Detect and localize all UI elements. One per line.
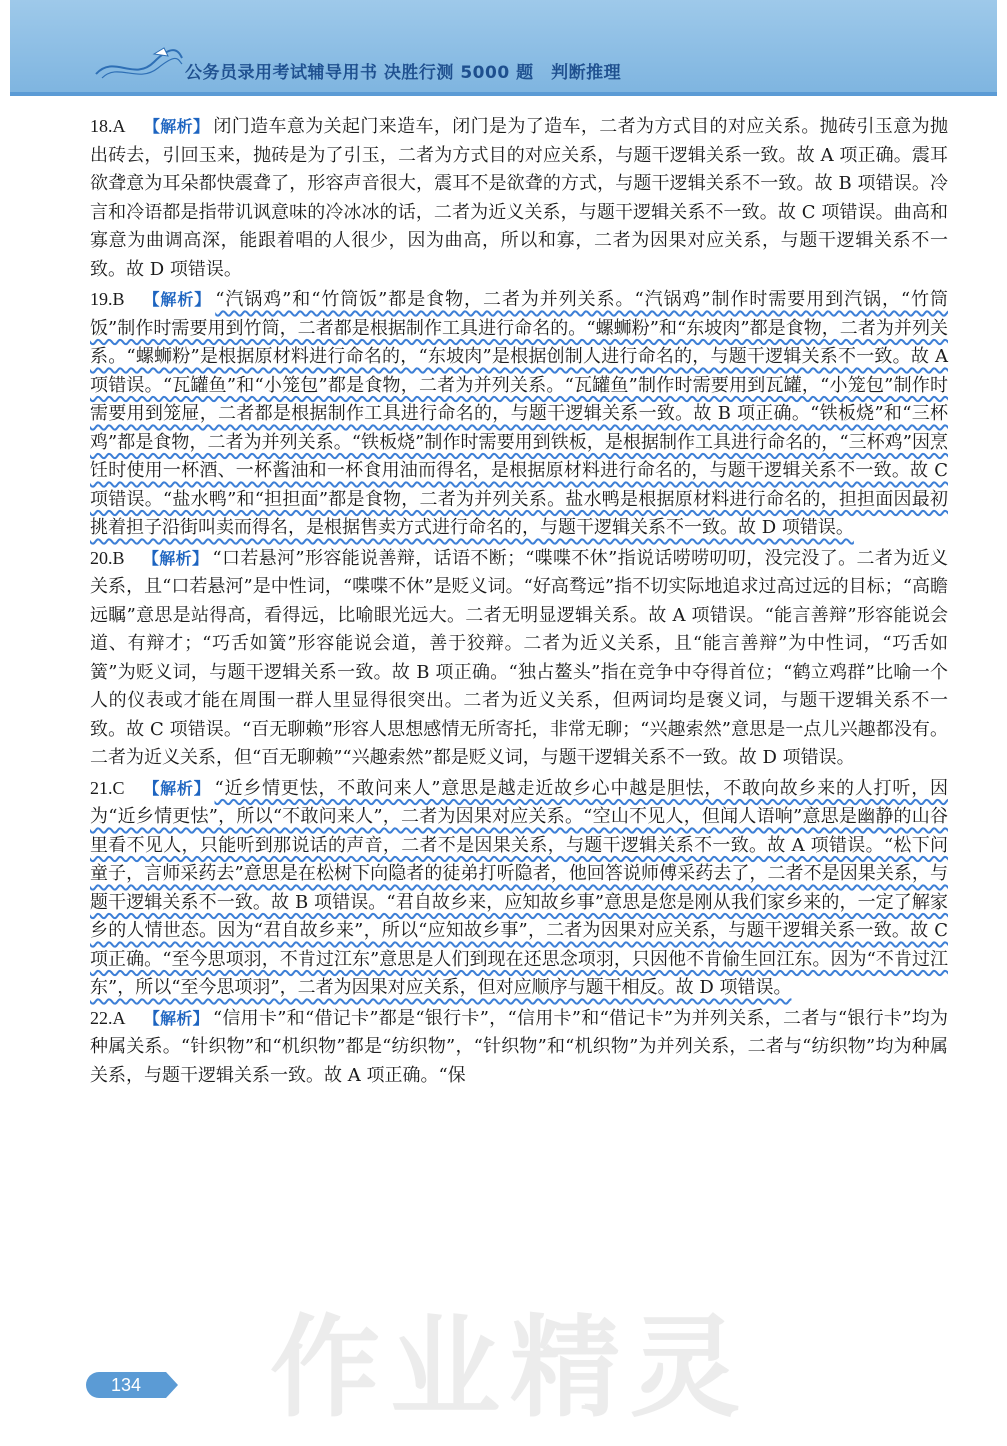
analysis-tag: 【解析】	[142, 290, 212, 309]
explanation-text: 闭门造车意为关起门来造车，闭门是为了造车，二者为方式目的对应关系。抛砖引玉意为抛出砖去，引回玉来，抛砖是为了引玉，二者为方式目的对应关系，与题干逻辑关系一致。故 A 项正确。震耳欲聋意为耳朵都快震聋了，形容声音很大，震耳不是欲聋的方式，与题干逻辑关系不一致。故 B 项错误。冷言和冷语都是指带讥讽意味的冷冰冰的话，二者为近义关系，与题干逻辑关系不一致。故 C 项错误。曲高和寡意为曲调高深，能跟着唱的人很少，因为曲高，所以和寡，二者为因果对应关系，与题干逻辑关系不一致。故 D 项错误。	[90, 116, 948, 280]
explanation-text: “汽锅鸡”和“竹筒饭”都是食物，二者为并列关系。“汽锅鸡”制作时需要用到汽锅，“竹筒饭”制作时需要用到竹筒，二者都是根据制作工具进行命名的。“螺蛳粉”和“东坡肉”都是食物，二者为并列关系。“螺蛳粉”是根据原材料进行命名的，“东坡肉”是根据创制人进行命名的，与题干逻辑关系不一致。故 A 项错误。“瓦罐鱼”和“小笼包”都是食物，二者为并列关系。“瓦罐鱼”制作时需要用到瓦罐，“小笼包”制作时需要用到笼屉，二者都是根据制作工具进行命名的，与题干逻辑关系一致。故 B 项正确。“铁板烧”和“三杯鸡”都是食物，二者为并列关系。“铁板烧”制作时需要用到铁板，是根据制作工具进行命名的，“三杯鸡”因烹饪时使用一杯酒、一杯酱油和一杯食用油而得名，是根据原材料进行命名的，与题干逻辑关系不一致。故 C 项错误。“盐水鸭”和“担担面”都是食物，二者为并列关系。盐水鸭是根据原材料进行命名的，担担面因最初挑着担子沿街叫卖而得名，是根据售卖方式进行命名的，与题干逻辑关系不一致。故 D 项错误。	[90, 289, 948, 538]
question-number: 20.B	[90, 547, 125, 568]
page-header	[10, 0, 997, 96]
analysis-tag: 【解析】	[142, 778, 211, 798]
explanation-text: “口若悬河”形容能说善辩，话语不断；“喋喋不休”指说话唠唠叨叨，没完没了。二者为近义关系，且“口若悬河”是中性词，“喋喋不休”是贬义词。“好高骛远”指不切实际地追求过高过远的目标；“高瞻远瞩”意思是站得高，看得远，比喻眼光远大。二者无明显逻辑关系。故 A 项错误。“能言善辩”形容能说会道、有辩才；“巧舌如簧”形容能说会道，善于狡辩。二者为近义关系，且“能言善辩”为中性词，“巧舌如簧”为贬义词，与题干逻辑关系一致。故 B 项正确。“独占鳌头”指在竞争中夺得首位；“鹤立鸡群”比喻一个人的仪表或才能在周围一群人里显得很突出。二者为近义关系，但两词均是褒义词，与题干逻辑关系不一致。故 C 项错误。“百无聊赖”形容人思想感情无所寄托，非常无聊；“兴趣索然”意思是一点儿兴趣都没有。二者为近义关系，但“百无聊赖”“兴趣索然”都是贬义词，与题干逻辑关系不一致。故 D 项错误。	[90, 547, 948, 768]
book-title: 公务员录用考试辅导用书 决胜行测 5000 题 判断推理	[185, 63, 622, 83]
answer-22	[90, 1004, 948, 1091]
question-number: 21.C	[90, 777, 125, 798]
analysis-tag: 【解析】	[142, 548, 209, 568]
question-number: 22.A	[90, 1007, 126, 1028]
explanation-text: “信用卡”和“借记卡”都是“银行卡”，“信用卡”和“借记卡”为并列关系，二者与“银行卡”均为种属关系。“针织物”和“机织物”都是“纺织物”，“针织物”和“机织物”为并列关系，二者与“纺织物”均为种属关系，与题干逻辑关系一致。故 A 项正确。“保	[90, 1007, 948, 1086]
question-number: 19.B	[90, 289, 125, 309]
answer-19	[90, 285, 948, 543]
answer-18	[90, 112, 948, 284]
analysis-tag: 【解析】	[143, 1008, 209, 1028]
page-number: 134	[86, 1372, 166, 1398]
watermark: 作业精灵	[270, 1304, 750, 1432]
answer-explanations	[90, 112, 948, 1091]
question-number: 18.A	[90, 116, 126, 136]
analysis-tag: 【解析】	[143, 117, 210, 136]
explanation-text: “近乡情更怯，不敢问来人”意思是越走近故乡心中越是胆怯，不敢向故乡来的人打听，因为“近乡情更怯”，所以“不敢问来人”，二者为因果对应关系。“空山不见人，但闻人语响”意思是幽静的山谷里看不见人，只能听到那说话的声音，二者不是因果关系，与题干逻辑关系不一致。故 A 项错误。“松下问童子，言师采药去”意思是在松树下向隐者的徒弟打听隐者，他回答说师傅采药去了，二者不是因果关系，与题干逻辑关系不一致。故 B 项错误。“君自故乡来，应知故乡事”意思是您是刚从我们家乡来的，一定了解家乡的人情世态。因为“君自故乡来”，所以“应知故乡事”，二者为因果对应关系，与题干逻辑关系一致。故 C 项正确。“至今思项羽，不肯过江东”意思是人们到现在还思念项羽，只因他不肯偷生回江东。因为“不肯过江东”，所以“至今思项羽”，二者为因果对应关系，但对应顺序与题干相反。故 D 项错误。	[90, 777, 948, 998]
answer-21	[90, 774, 948, 1003]
answer-20	[90, 544, 948, 773]
ribbon-decoration-icon	[94, 44, 184, 84]
